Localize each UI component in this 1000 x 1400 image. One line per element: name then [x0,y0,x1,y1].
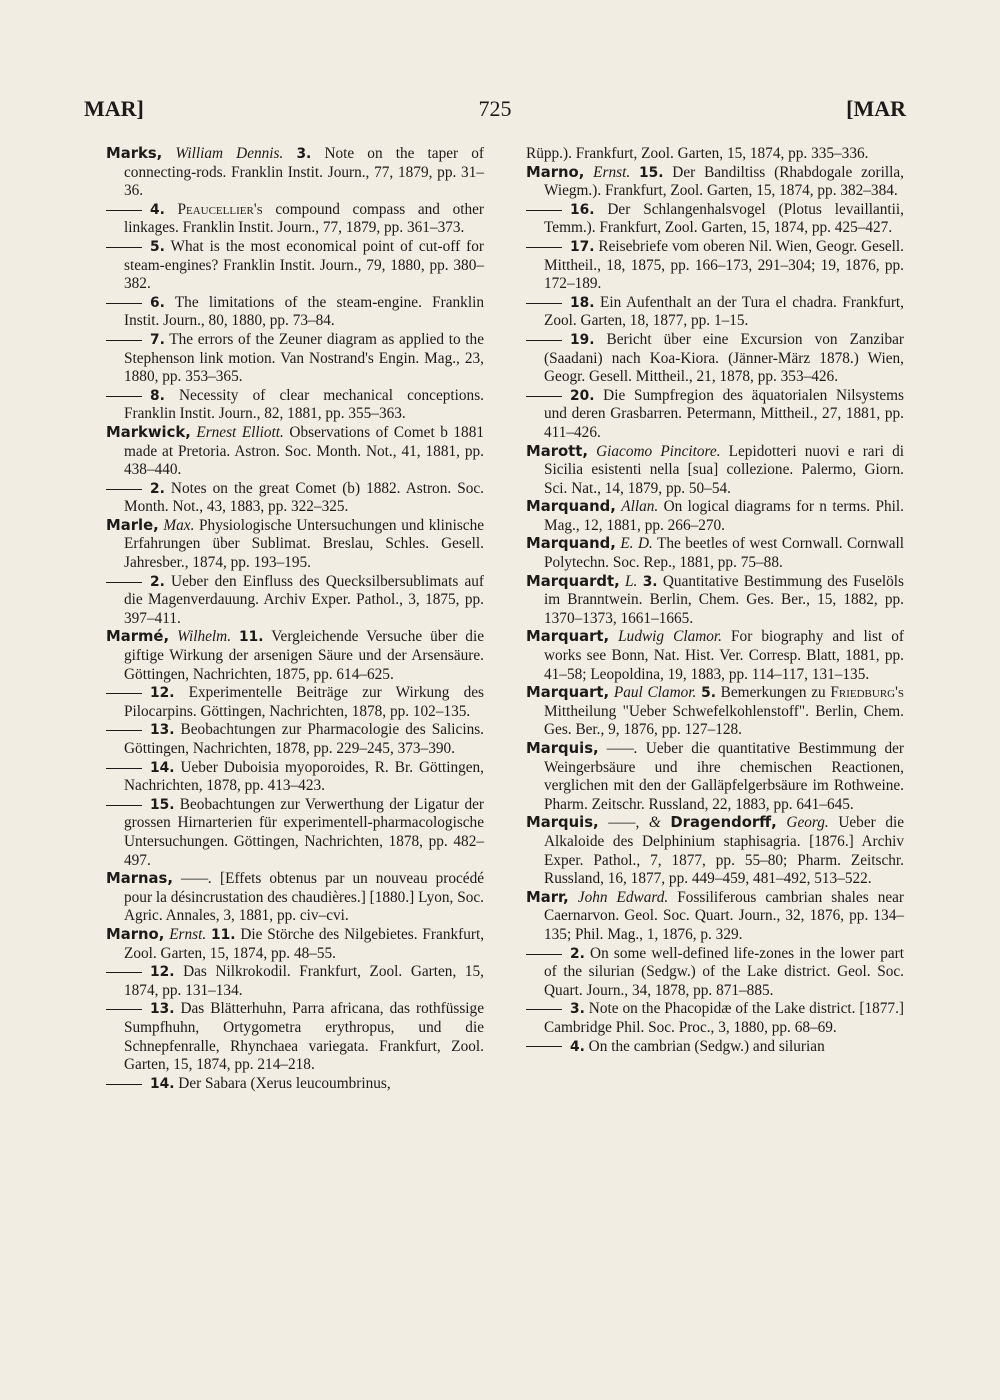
entry-number: 7. [150,331,165,348]
author-given-name: Ernst. [593,163,631,181]
entry-text: Bericht über eine Excursion von Zanzibar (Saadani) nach Koa-Kiora. (Jänner-März 1878.) Wien, Geogr. Gesell. Mittheil., 21, 1878, pp. 353–426. [544,330,904,386]
entry-number: 20. [570,387,595,404]
entry-number: 13. [150,722,175,739]
bibliography-entry [526,1038,904,1057]
entry-number: 5. [150,238,165,255]
entry-text: The errors of the Zeuner diagram as applied to the Stephenson link motion. Van Nostrand's Engin. Mag., 23, 1880, pp. 353–365. [124,330,484,386]
author-name: Markwick, [106,423,191,441]
ditto-dash [526,396,562,397]
entry-number: 13. [150,1001,175,1018]
author-given-name: Paul Clamor. [613,684,697,702]
entry-text: The beetles of west Cornwall. Cornwall Polytechn. Soc. Rep., 1881, pp. 75–88. [544,535,904,572]
entry-text: compound compass and other linkages. Franklin Instit. Journ., 77, 1879, pp. 361–373. [124,200,485,237]
entry-number: 19. [570,331,595,348]
entry-text: On logical diagrams for n terms. Phil. Mag., 12, 1881, pp. 266–270. [544,498,904,534]
entry-text: Notes on the great Comet (b) 1882. Astron. Soc. Month. Not., 43, 1883, pp. 322–325. [124,479,484,516]
author-given-name: John Edward. [577,888,669,906]
entry-text: Physiologische Untersuchungen und klinische Erfahrungen über Sublimat. Breslau, Schles. Gesell. Jahresber., 1874, pp. 193–195. [124,516,485,572]
author-given-name: Ludwig Clamor. [618,628,722,646]
entry-text: What is the most economical point of cut-off for steam-engines? Franklin Instit. Journ., 79, 1880, pp. 380–382. [124,237,484,293]
bibliography-entry [526,573,904,629]
author-given-name: Wilhelm. [177,628,232,646]
entry-text: Quantitative Bestimmung des Fuselöls im Branntwein. Berlin, Chem. Ges. Ber., 15, 1882, pp. 1370–1373, 1661–1665. [544,572,905,627]
entry-number: 15. [639,164,664,181]
bibliography-entry [526,164,904,201]
ditto-dash [106,489,142,490]
ditto-dash [106,210,142,211]
ditto-dash [526,247,562,248]
ditto-dash [526,1046,562,1047]
author-given-name: Max. [163,516,195,534]
bibliography-entry [526,145,904,164]
bibliography-entry [106,331,484,387]
left-column [106,145,484,1093]
entry-text: Ueber Duboisia myoporoides, R. Br. Göttingen, Nachrichten, 1878, pp. 413–423. [124,758,485,795]
author-name: Marno, [106,925,165,943]
bibliography-entry [106,628,484,684]
bibliography-entry [106,1075,484,1094]
bibliography-entry [526,238,904,294]
ditto-dash [106,693,142,694]
author-given-name: ——, & [608,814,661,832]
bibliography-entry [106,1000,484,1074]
entry-text: Reisebriefe vom oberen Nil. Wien, Geogr. Gesell. Mittheil., 18, 1875, pp. 166–173, 291–304; 19, 1876, pp. 172–189. [544,237,904,293]
ditto-dash [106,340,142,341]
author-given-name: ——. [606,740,638,757]
entry-number: 3. [570,1001,585,1018]
coauthor-name: Dragendorff, [670,814,777,832]
ditto-dash [106,303,142,304]
author-name: Marott, [526,442,588,460]
ditto-dash [106,396,142,397]
entry-text: Rüpp.). Frankfurt, Zool. Garten, 15, 1874, pp. 335–336. [526,145,869,162]
ditto-dash [106,730,142,731]
bibliography-entry [106,238,484,294]
entry-number: 3. [296,146,312,162]
bibliography-entry [526,814,904,888]
bibliography-entry [526,387,904,443]
entry-number: 11. [211,926,236,943]
entry-text: The limitations of the steam-engine. Franklin Instit. Journ., 80, 1880, pp. 73–84. [124,293,484,330]
bibliography-entry [526,443,904,499]
entry-number: 6. [150,294,165,311]
bibliography-entry [106,573,484,629]
entry-text: Der Sabara (Xerus leucoumbrinus, [178,1074,391,1092]
bibliography-entry [526,740,904,814]
author-name: Marr, [526,888,569,906]
ditto-dash [106,768,142,769]
ditto-dash [106,247,142,248]
entry-text: Ein Aufenthalt an der Tura el chadra. Frankfurt, Zool. Garten, 18, 1877, pp. 1–15. [544,293,904,330]
entry-number: 16. [570,201,595,218]
bibliography-entry [106,684,484,721]
ditto-dash [526,303,562,304]
entry-text: Die Sumpfregion des äquatorialen Nilsystems und deren Grasbarren. Petermann, Mittheil., 27, 1881, pp. 411–426. [544,386,904,441]
ditto-dash [106,805,142,806]
ditto-dash [526,210,562,211]
author-given-name: E. D. [620,535,653,553]
entry-text: Ueber die Alkaloide des Delphinium staphisagria. [1876.] Archiv Exper. Pathol., 7, 1877, pp. 55–80; Pharm. Zeitschr. Russland, 16, 1877, pp. 449–459, 481–492, 513–522. [544,814,905,888]
entry-number: 8. [150,387,165,404]
bibliography-entry [526,498,904,535]
entry-number: 14. [150,1075,175,1092]
author-given-name: Allan. [621,498,659,516]
author-given-name: William Dennis. [175,145,284,162]
entry-number: 11. [239,629,264,646]
right-column [526,145,904,1056]
author-name: Marquis, [526,740,599,757]
author-name: Marks, [106,145,163,162]
entry-number: 4. [570,1038,585,1055]
entry-text: Beobachtungen zur Verwerthung der Ligatur der grossen Hirnarterien für experimentell-pharmacologische Untersuchungen. Göttingen, Nachrichten, 1878, pp. 482–497. [124,795,484,869]
entry-text: Der Schlangenhalsvogel (Plotus levaillantii, Temm.). Frankfurt, Zool. Garten, 15, 1874, pp. 425–427. [544,200,904,237]
entry-number: 2. [150,573,165,590]
entry-text: [Effets obtenus par un nouveau procédé pour la désincrustation des chaudières.] [1880.] Lyon, Soc. Agric. Annales, 3, 1881, pp. civ–cvi. [124,870,485,925]
bibliography-entry [106,721,484,758]
author-name: Marno, [526,163,585,181]
bibliography-entry [526,889,904,945]
entry-number: 12. [150,685,175,702]
entry-number: 14. [150,759,175,776]
entry-text: Beobachtungen zur Pharmacologie des Salicins. Göttingen, Nachrichten, 1878, pp. 229–245, 373–390. [124,721,484,757]
author-name: Marquis, [526,814,599,832]
entry-text: Note on the taper of connecting-rods. Franklin Instit. Journ., 77, 1879, pp. 31–36. [124,145,485,200]
author-given-name: Ernst. [169,925,207,943]
bibliography-entry [106,387,484,424]
bibliography-entry [106,870,484,926]
ditto-dash [526,340,562,341]
running-header [84,96,906,136]
author-given-name: ——. [180,870,213,888]
coauthor-given-name: Georg. [786,814,829,832]
bibliography-entry [106,963,484,1000]
bibliography-entry [106,517,484,573]
entry-text: Mittheilung "Ueber Schwefelkohlenstoff". Berlin, Chem. Ges. Ber., 9, 1876, pp. 127–128. [544,702,904,739]
entry-text: Ueber die quantitative Bestimmung der Weingerbsäure und ihre chemischen Reactionen, verglichen mit den der Galläpfelgerbsäure im Rothweine. Pharm. Zeitschr. Russland, 22, 1883, pp. 641–645. [544,740,904,813]
bibliography-entry [526,201,904,238]
author-given-name: L. [625,572,638,590]
entry-text: Experimentelle Beiträge zur Wirkung des Pilocarpins. Göttingen, Nachrichten, 1878, pp. 102–135. [124,684,485,720]
entry-number: 12. [150,964,175,981]
entry-text: Lepidotteri nuovi e rari di Sicilia esistenti nella [sua] collezione. Palermo, Giorn. Sci. Nat., 14, 1879, pp. 50–54. [544,442,904,497]
ditto-dash [526,954,562,955]
entry-text: On the cambrian (Sedgw.) and silurian [588,1037,825,1055]
header-left: MAR] [84,96,144,121]
entry-number: 2. [570,945,585,962]
author-name: Marquardt, [526,572,620,590]
author-name: Marnas, [106,870,173,888]
bibliography-entry [106,926,484,963]
bibliography-entry [526,945,904,1001]
entry-text: Der Bandiltiss (Rhabdogale zorilla, Wiegm.). Frankfurt, Zool. Garten, 15, 1874, pp. 382–384. [544,163,904,200]
entry-number: 2. [150,480,165,497]
ditto-dash [526,1009,562,1010]
bibliography-entry [106,480,484,517]
bibliography-entry [106,201,484,238]
small-caps-name: Peaucellier's [177,200,263,218]
bibliography-entry [526,628,904,684]
entry-text: Das Blätterhuhn, Parra africana, das rothfüssige Sumpfhuhn, Ortygometra erythropus, und die Schnepfenralle, Rhynchaea variegata. Frankfurt, Zool. Garten, 15, 1874, pp. 214–218. [124,1000,484,1074]
header-right: [MAR [846,96,906,121]
entry-number: 17. [570,238,595,255]
bibliography-entry [106,145,484,201]
author-name: Marle, [106,516,159,534]
entry-number: 4. [150,201,165,218]
entry-number: 18. [570,294,595,311]
ditto-dash [106,972,142,973]
entry-number: 3. [642,573,658,590]
entry-text: Observations of Comet b 1881 made at Pretoria. Astron. Soc. Month. Not., 41, 1881, pp. 438–440. [124,423,484,479]
author-given-name: Ernest Elliott. [196,423,284,441]
entry-number: 5. [701,685,716,702]
entry-text: Note on the Phacopidæ of the Lake district. [1877.] Cambridge Phil. Soc. Proc., 3, 1880, pp. 68–69. [544,1000,904,1036]
entry-text: Fossiliferous cambrian shales near Caernarvon. Geol. Soc. Quart. Journ., 32, 1876, pp. 134–135; Phil. Mag., 1, 1876, p. 329. [544,888,905,943]
bibliography-entry [106,796,484,870]
bibliography-entry [526,535,904,572]
bibliography-entry [106,424,484,480]
ditto-dash [106,582,142,583]
author-name: Marquart, [526,684,610,702]
entry-text: Ueber den Einfluss des Quecksilbersublimats auf die Magenverdauung. Archiv Exper. Pathol., 3, 1875, pp. 397–411. [124,572,485,627]
bibliography-entry [106,759,484,796]
entry-text: Das Nilkrokodil. Frankfurt, Zool. Garten, 15, 1874, pp. 131–134. [124,963,485,999]
entry-text: Vergleichende Versuche über die giftige Wirkung der arsenigen Säure und der Arsensäure. Göttingen, Nachrichten, 1875, pp. 614–625. [124,628,484,683]
entry-number: 15. [150,796,175,813]
author-given-name: Giacomo Pincitore. [596,442,721,460]
entry-text: On some well-defined life-zones in the lower part of the silurian (Sedgw.) of the Lake district. Geol. Soc. Quart. Journ., 34, 1878, pp. 871–885. [544,944,904,999]
author-name: Marmé, [106,628,170,646]
bibliography-entry [526,331,904,387]
author-name: Marquart, [526,628,610,646]
bibliography-entry [106,294,484,331]
entry-text: For biography and list of works see Bonn, Nat. Hist. Ver. Corresp. Blatt, 1881, pp. 41–58; Leopoldina, 19, 1883, pp. 114–117, 131–135. [544,628,905,683]
bibliography-entry [526,684,904,740]
bibliography-entry [526,294,904,331]
bibliography-entry [526,1000,904,1037]
page-number: 725 [478,96,512,121]
small-caps-name: Friedburg's [830,684,904,702]
ditto-dash [106,1009,142,1010]
ditto-dash [106,1084,142,1085]
entry-text: Bemerkungen zu [720,684,826,702]
entry-text: Necessity of clear mechanical conceptions. Franklin Instit. Journ., 82, 1881, pp. 355–363. [124,386,484,423]
author-name: Marquand, [526,535,616,553]
author-name: Marquand, [526,498,616,516]
entry-text: Die Störche des Nilgebietes. Frankfurt, Zool. Garten, 15, 1874, pp. 48–55. [124,925,485,962]
